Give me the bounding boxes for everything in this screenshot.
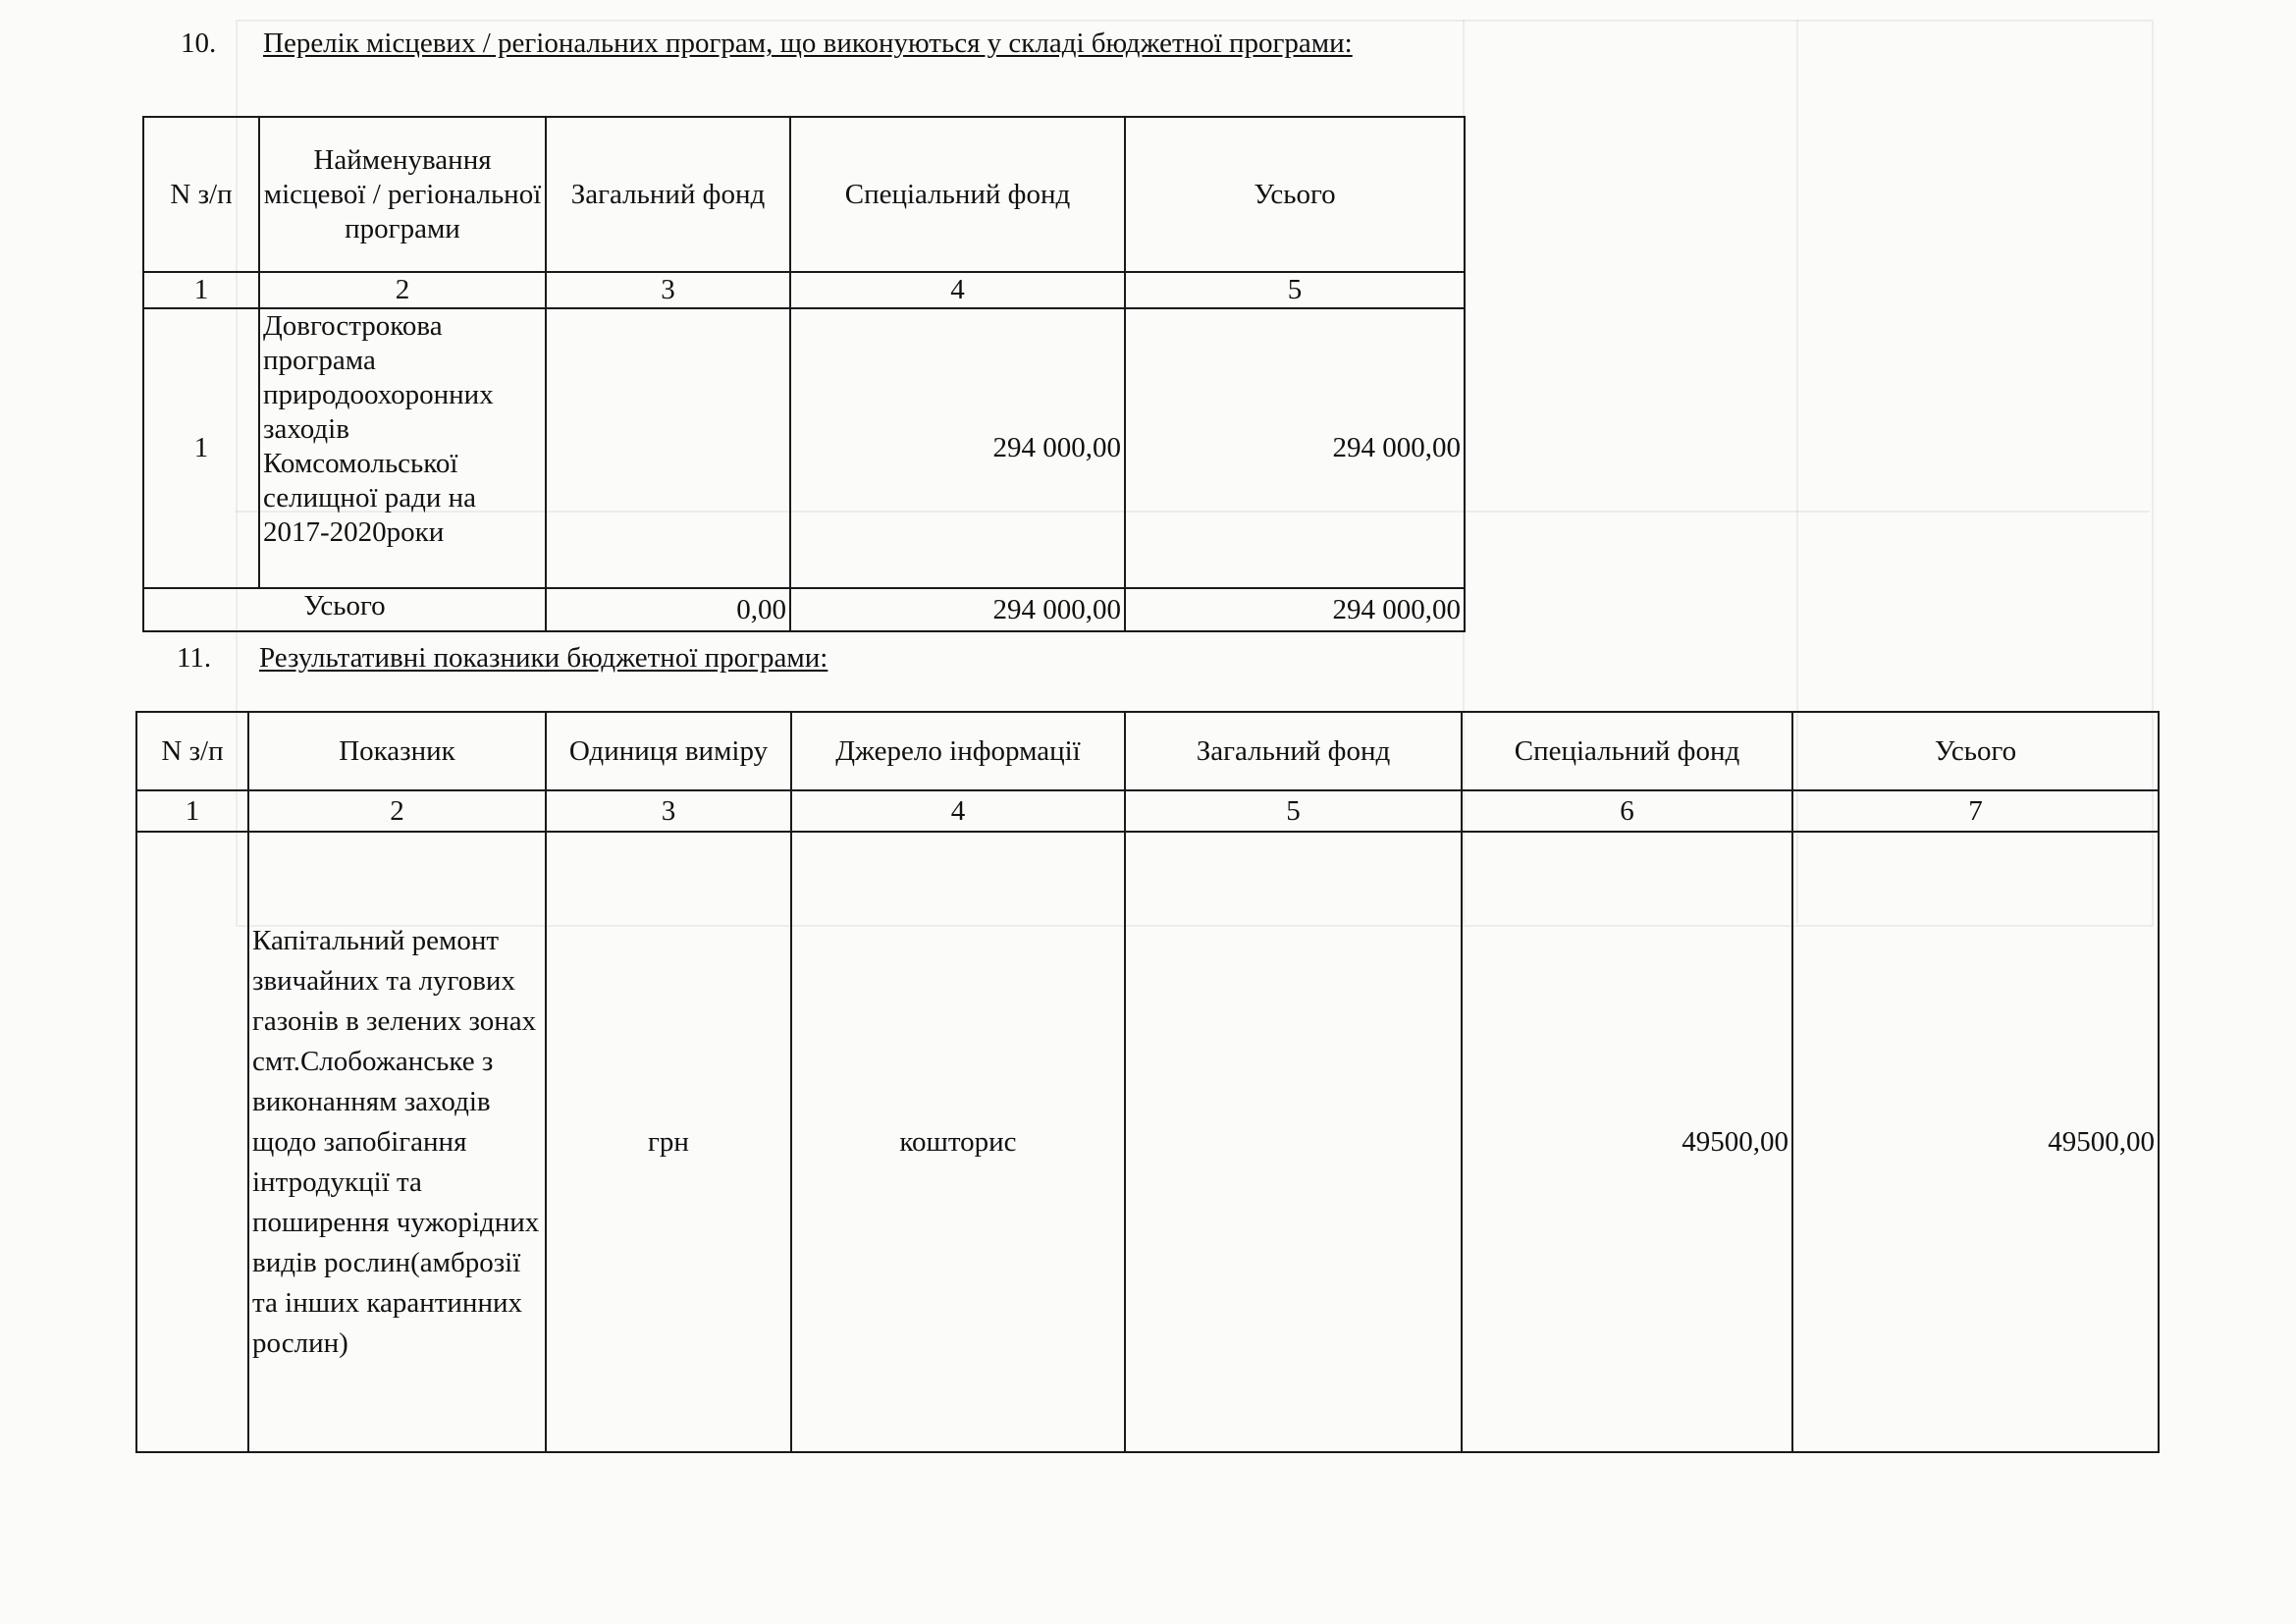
table-header-row <box>143 117 1465 272</box>
column-number-row <box>136 790 2159 832</box>
header-cell: N з/п <box>136 712 248 790</box>
header-cell: Загальний фонд <box>1125 712 1462 790</box>
header-cell: N з/п <box>143 117 259 272</box>
information-source: кошторис <box>791 832 1125 1452</box>
section-10-title: Перелік місцевих / регіональних програм, що виконуються у складі бюджетної програми: <box>263 27 1353 59</box>
total-label: Усього <box>143 588 546 631</box>
header-cell: Загальний фонд <box>546 117 790 272</box>
header-cell: Спеціальний фонд <box>1462 712 1792 790</box>
general-fund-value <box>546 308 790 588</box>
column-number: 2 <box>259 272 546 308</box>
total-special-fund: 294 000,00 <box>790 588 1125 631</box>
column-number-row <box>143 272 1465 308</box>
header-cell: Одиниця виміру <box>546 712 791 790</box>
row-number <box>136 832 248 1452</box>
column-number: 4 <box>791 790 1125 832</box>
column-number: 7 <box>1792 790 2159 832</box>
unit-of-measure: грн <box>546 832 791 1452</box>
total-value: 294 000,00 <box>1125 308 1465 588</box>
local-programs-table <box>142 116 1466 632</box>
column-number: 3 <box>546 272 790 308</box>
total-value: 49500,00 <box>1792 832 2159 1452</box>
section-11-number: 11. <box>177 642 212 674</box>
special-fund-value: 294 000,00 <box>790 308 1125 588</box>
column-number: 5 <box>1125 790 1462 832</box>
program-name: Довгострокова програма природоохоронних заходів Комсомольської селищної ради на 2017-2020роки <box>259 308 546 588</box>
total-row <box>143 588 1465 631</box>
performance-indicators-table <box>135 711 2160 1453</box>
table-header-row <box>136 712 2159 790</box>
header-cell: Показник <box>248 712 546 790</box>
column-number: 6 <box>1462 790 1792 832</box>
header-cell: Найменування місцевої / регіональної програми <box>259 117 546 272</box>
section-11-title: Результативні показники бюджетної програми: <box>259 642 828 674</box>
general-fund-value <box>1125 832 1462 1452</box>
column-number: 2 <box>248 790 546 832</box>
header-cell: Спеціальний фонд <box>790 117 1125 272</box>
column-number: 1 <box>143 272 259 308</box>
column-number: 3 <box>546 790 791 832</box>
column-number: 4 <box>790 272 1125 308</box>
indicator-name: Капітальний ремонт звичайних та лугових газонів в зелених зонах смт.Слобожанське з виконанням заходів щодо запобігання інтродукції та поширення чужорідних видів рослин(амброзії та інших карантинних рослин) <box>248 832 546 1452</box>
header-cell: Усього <box>1125 117 1465 272</box>
header-cell: Джерело інформації <box>791 712 1125 790</box>
header-cell: Усього <box>1792 712 2159 790</box>
table-row <box>136 832 2159 1452</box>
section-10-number: 10. <box>181 27 217 59</box>
total-general-fund: 0,00 <box>546 588 790 631</box>
column-number: 1 <box>136 790 248 832</box>
total-all: 294 000,00 <box>1125 588 1465 631</box>
table-row <box>143 308 1465 588</box>
column-number: 5 <box>1125 272 1465 308</box>
row-number: 1 <box>143 308 259 588</box>
special-fund-value: 49500,00 <box>1462 832 1792 1452</box>
